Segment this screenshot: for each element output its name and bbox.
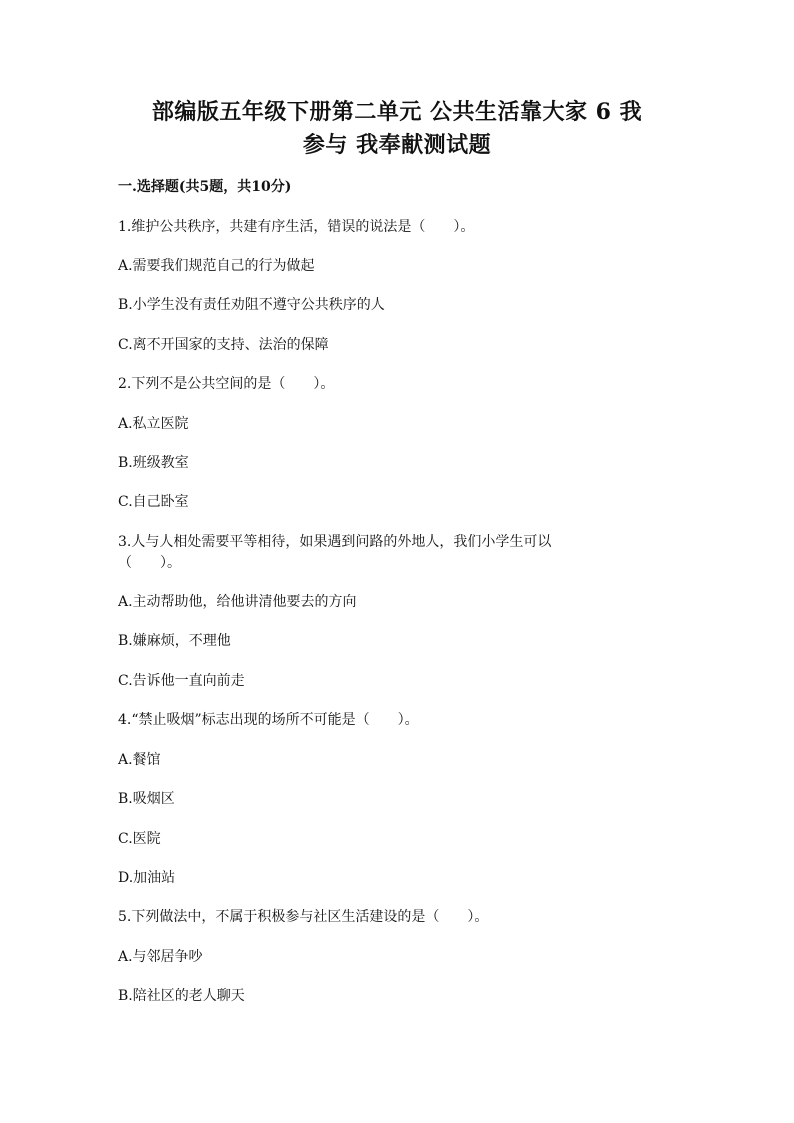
question-3-option-a: A.主动帮助他，给他讲清他要去的方向 — [118, 594, 357, 610]
question-3-option-b: B.嫌麻烦，不理他 — [118, 633, 231, 649]
question-5-option-b: B.陪社区的老人聊天 — [118, 988, 245, 1004]
question-1-option-a: A.需要我们规范自己的行为做起 — [118, 258, 315, 274]
question-5-stem: 5.下列做法中，不属于积极参与社区生活建设的是（ ）。 — [118, 909, 489, 925]
question-1-option-c: C.离不开国家的支持、法治的保障 — [118, 337, 329, 353]
question-4-option-a: A.餐馆 — [118, 752, 161, 768]
question-3-stem: 3.人与人相处需要平等相待，如果遇到问路的外地人，我们小学生可以 — [118, 534, 552, 550]
question-1-option-b: B.小学生没有责任劝阻不遵守公共秩序的人 — [118, 297, 385, 313]
question-3-stem-continuation: （ ）。 — [118, 555, 181, 571]
question-2-option-c: C.自己卧室 — [118, 494, 189, 510]
question-4-option-d: D.加油站 — [118, 870, 176, 886]
question-2-stem: 2.下列不是公共空间的是（ ）。 — [118, 376, 335, 392]
question-2-option-b: B.班级教室 — [118, 455, 189, 471]
question-5-option-a: A.与邻居争吵 — [118, 949, 203, 965]
question-4-option-c: C.医院 — [118, 831, 161, 847]
question-3-option-c: C.告诉他一直向前走 — [118, 673, 245, 689]
document-title-line-1: 部编版五年级下册第二单元 公共生活靠大家 6 我 — [151, 99, 643, 125]
question-2-option-a: A.私立医院 — [118, 416, 189, 432]
section-heading: 一.选择题(共5题，共10分) — [118, 179, 292, 195]
question-4-stem: 4.“禁止吸烟”标志出现的场所不可能是（ ）。 — [118, 712, 419, 728]
document-title-line-2: 参与 我奉献测试题 — [302, 132, 492, 158]
question-4-option-b: B.吸烟区 — [118, 791, 175, 807]
question-1-stem: 1.维护公共秩序，共建有序生活，错误的说法是（ ）。 — [118, 219, 475, 235]
